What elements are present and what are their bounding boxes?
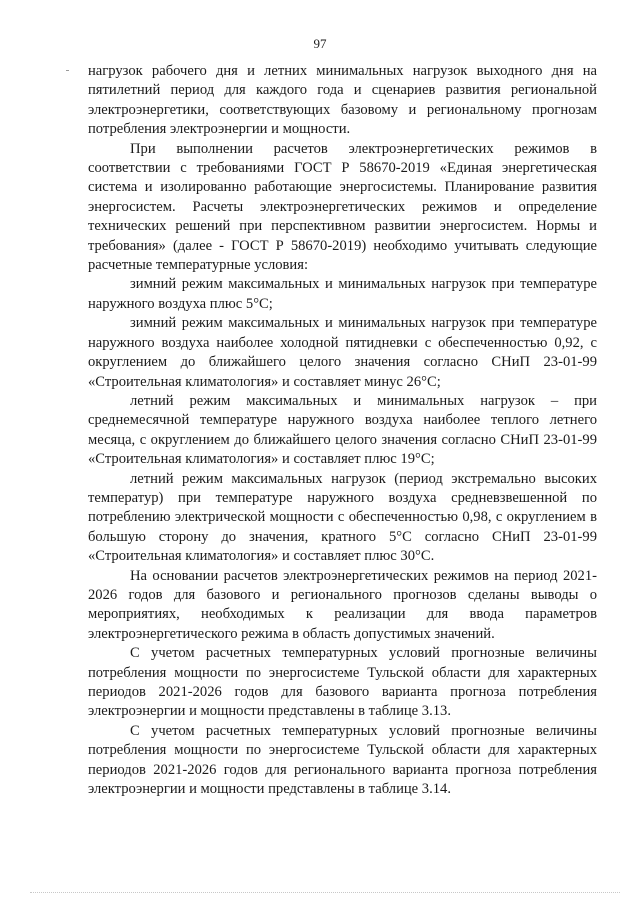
paragraph-winter-mode-coldest: зимний режим максимальных и минимальных нагрузок при температуре наружного воздуха наиболее холодной пятидневки с обеспеченностью 0,92, с округлением до ближайшего целого значения согласно СНиП 23-01-99 «Строительная климатология» и составляет минус 26°С; xyxy=(88,315,597,390)
page-number: 97 xyxy=(313,36,327,51)
scan-artifact xyxy=(66,70,69,71)
paragraph-winter-mode-plus5: зимний режим максимальных и минимальных нагрузок при температуре наружного воздуха плюс 5°С; xyxy=(88,276,597,312)
document-body xyxy=(88,62,597,799)
paragraph-table-3-14-reference: С учетом расчетных температурных условий прогнозные величины потребления мощности по энергосистеме Тульской области для характерных периодов 2021-2026 годов для регионального варианта прогноза потребления электроэнергии и мощности представлены в таблице 3.14. xyxy=(88,722,597,798)
scan-footer-artifact xyxy=(30,892,620,894)
paragraph-summer-mode-extreme: летний режим максимальных нагрузок (период экстремально высоких температур) при температуре наружного воздуха средневзвешенной по потреблению электрической мощности с обеспеченностью 0,98, с округлением в большую сторону до значения, кратного 5°С согласно СНиП 23-01-99 «Строительная климатология» и составляет плюс 30°С. xyxy=(88,470,597,565)
paragraph-conclusions: На основании расчетов электроэнергетических режимов на период 2021-2026 годов для базового и регионального прогнозов сделаны выводы о мероприятиях, необходимых к реализации для ввода параметров электроэнергетического режима в область допустимых значений. xyxy=(88,567,597,642)
paragraph-table-3-13-reference: С учетом расчетных температурных условий прогнозные величины потребления мощности по энергосистеме Тульской области для характерных периодов 2021-2026 годов для базового варианта прогноза потребления электроэнергии и мощности представлены в таблице 3.13. xyxy=(88,645,597,720)
paragraph-summer-mode-average: летний режим максимальных и минимальных нагрузок – при среднемесячной температуре наружного воздуха наиболее теплого летнего месяца, с округлением до ближайшего целого значения согласно СНиП 23-01-99 «Строительная климатология» и составляет плюс 19°С; xyxy=(88,392,597,468)
paragraph-temperature-conditions-intro: При выполнении расчетов электроэнергетических режимов в соответствии с требованиями ГОСТ Р 58670-2019 «Единая энергетическая система и изолированно работающие энергосистемы. Планирование развития энергосистем. Расчеты электроэнергетических режимов и определение технических решений при перспективном развитии энергосистем. Нормы и требования» (далее - ГОСТ Р 58670-2019) необходимо учитывать следующие расчетные температурные условия: xyxy=(88,140,597,274)
paragraph-continuation: нагрузок рабочего дня и летних минимальных нагрузок выходного дня на пятилетний период для каждого года и сценариев развития региональной электроэнергетики, соответствующих базовому и региональному прогнозам потребления электроэнергии и мощности. xyxy=(88,63,597,138)
